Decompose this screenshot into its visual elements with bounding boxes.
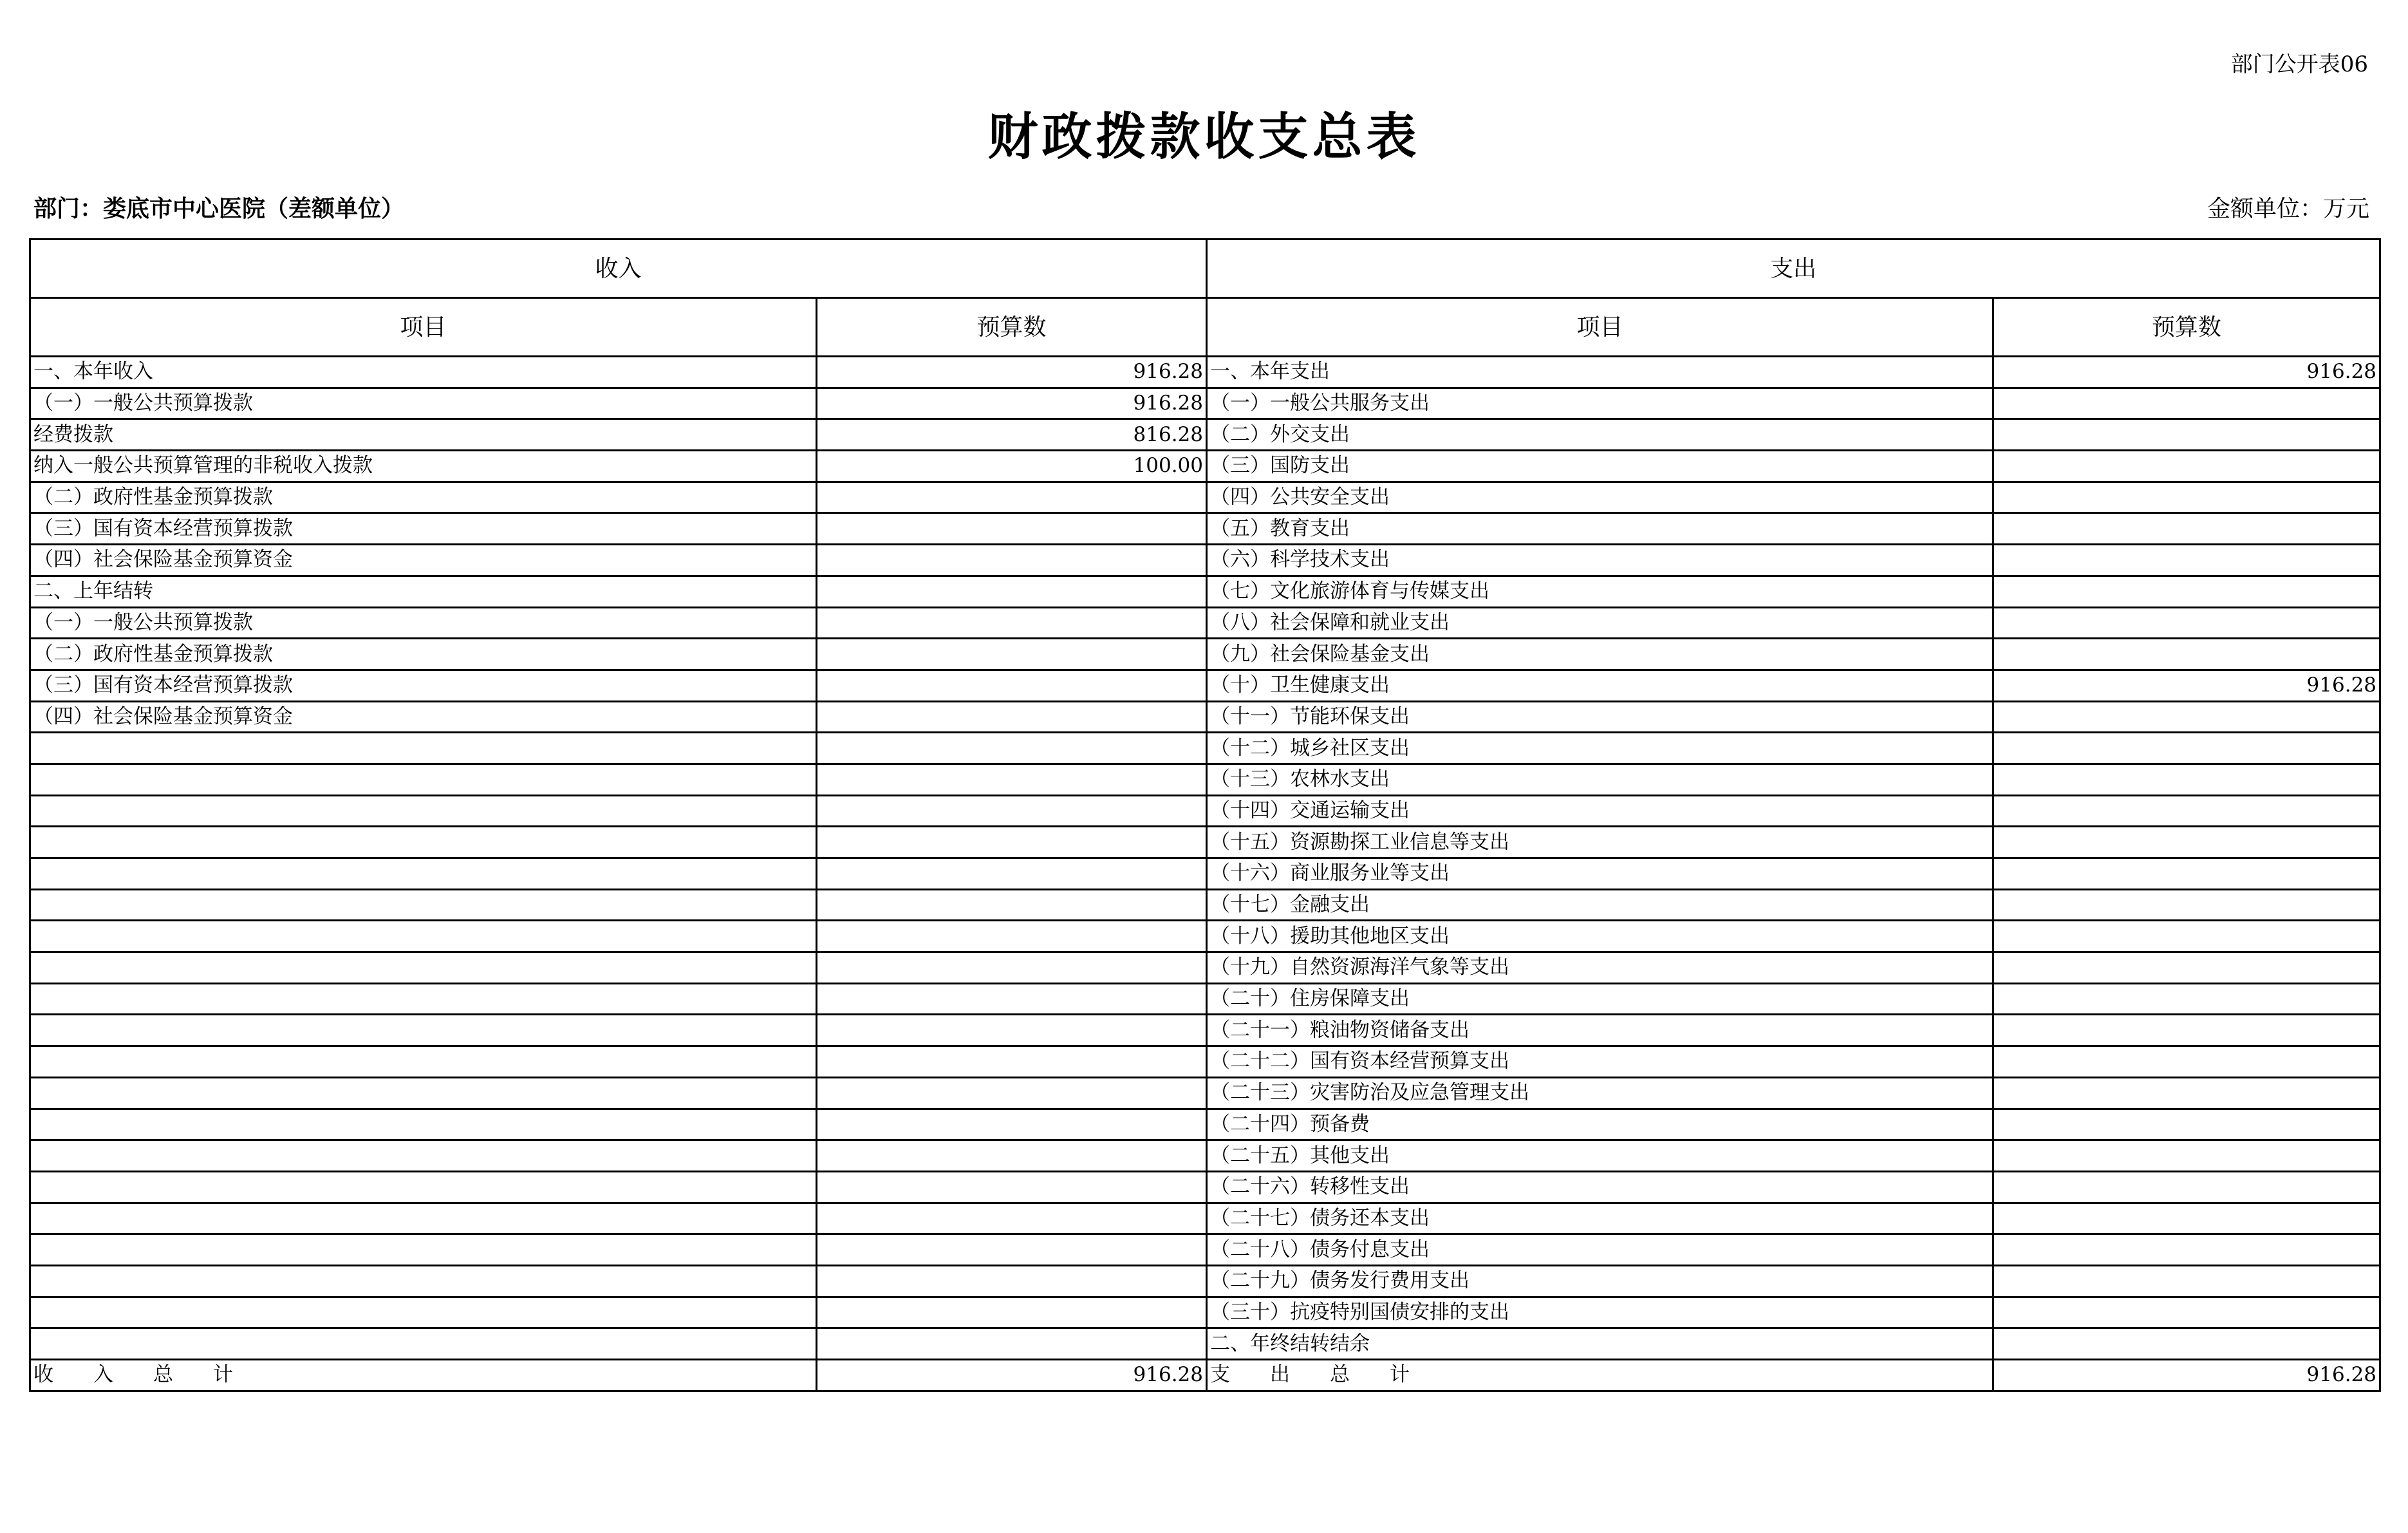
income-budget-cell [817, 482, 1207, 513]
expense-budget-cell [1993, 1203, 2380, 1234]
expense-item-cell: （十五）资源勘探工业信息等支出 [1207, 827, 1993, 858]
expense-item-cell: （四）公共安全支出 [1207, 482, 1993, 513]
table-row [30, 1077, 2380, 1109]
income-budget-cell [817, 1077, 1207, 1109]
income-item-cell [30, 921, 817, 952]
table-row [30, 1297, 2380, 1328]
department-label: 部门：娄底市中心医院（差额单位） [33, 195, 405, 222]
expense-budget-cell [1993, 419, 2380, 451]
income-item-cell [30, 1109, 817, 1140]
table-row [30, 388, 2380, 419]
income-item-cell: 收 入 总 计 [30, 1360, 817, 1391]
table-row [30, 733, 2380, 764]
income-item-cell: （四）社会保险基金预算资金 [30, 701, 817, 733]
income-item-cell [30, 858, 817, 890]
expense-budget-cell [1993, 1328, 2380, 1360]
table-row [30, 858, 2380, 890]
income-budget-cell [817, 670, 1207, 701]
income-header: 收入 [30, 240, 1207, 298]
income-budget-cell [817, 701, 1207, 733]
expense-item-cell: （十）卫生健康支出 [1207, 670, 1993, 701]
income-item-cell [30, 795, 817, 827]
table-row [30, 576, 2380, 607]
income-budget-cell [817, 607, 1207, 639]
income-item-cell: （二）政府性基金预算拨款 [30, 639, 817, 670]
income-budget-cell: 816.28 [817, 419, 1207, 451]
income-budget-cell [817, 1140, 1207, 1172]
expense-item-cell: （七）文化旅游体育与传媒支出 [1207, 576, 1993, 607]
expense-budget-cell [1993, 921, 2380, 952]
income-item-cell [30, 889, 817, 921]
table-row [30, 639, 2380, 670]
expense-header: 支出 [1207, 240, 2380, 298]
income-item-cell: （三）国有资本经营预算拨款 [30, 513, 817, 545]
income-item-cell [30, 1077, 817, 1109]
table-row [30, 921, 2380, 952]
income-budget-cell [817, 1234, 1207, 1266]
expense-item-header: 项目 [1207, 298, 1993, 357]
table-row [30, 513, 2380, 545]
income-item-cell [30, 733, 817, 764]
income-item-cell [30, 1234, 817, 1266]
income-item-cell: 纳入一般公共预算管理的非税收入拨款 [30, 451, 817, 482]
table-row [30, 1140, 2380, 1172]
expense-budget-cell [1993, 451, 2380, 482]
income-budget-cell [817, 764, 1207, 795]
income-budget-cell [817, 639, 1207, 670]
income-budget-cell [817, 827, 1207, 858]
income-budget-cell [817, 983, 1207, 1015]
income-item-cell: 一、本年收入 [30, 357, 817, 388]
income-budget-cell: 916.28 [817, 1360, 1207, 1391]
expense-budget-cell [1993, 1077, 2380, 1109]
expense-item-cell: （二十六）转移性支出 [1207, 1171, 1993, 1203]
income-item-cell: （二）政府性基金预算拨款 [30, 482, 817, 513]
table-row [30, 1109, 2380, 1140]
expense-item-cell: （二十五）其他支出 [1207, 1140, 1993, 1172]
income-item-cell: 经费拨款 [30, 419, 817, 451]
expense-budget-cell [1993, 952, 2380, 984]
table-row [30, 482, 2380, 513]
expense-budget-cell [1993, 482, 2380, 513]
income-budget-header: 预算数 [817, 298, 1207, 357]
table-row [30, 1171, 2380, 1203]
expense-item-cell: （二十七）债务还本支出 [1207, 1203, 1993, 1234]
expense-budget-cell [1993, 513, 2380, 545]
income-item-cell [30, 1297, 817, 1328]
income-budget-cell [817, 1328, 1207, 1360]
income-budget-cell [817, 1109, 1207, 1140]
expense-item-cell: （二十九）债务发行费用支出 [1207, 1265, 1993, 1297]
table-row [30, 983, 2380, 1015]
income-budget-cell [817, 576, 1207, 607]
expense-item-cell: （六）科学技术支出 [1207, 545, 1993, 576]
income-item-cell [30, 1171, 817, 1203]
expense-item-cell: （二十三）灾害防治及应急管理支出 [1207, 1077, 1993, 1109]
table-row [30, 795, 2380, 827]
table-row [30, 357, 2380, 388]
expense-budget-cell: 916.28 [1993, 1360, 2380, 1391]
expense-item-cell: 支 出 总 计 [1207, 1360, 1993, 1391]
table-row [30, 1203, 2380, 1234]
income-item-cell: 二、上年结转 [30, 576, 817, 607]
table-row [30, 889, 2380, 921]
income-budget-cell: 916.28 [817, 388, 1207, 419]
expense-item-cell: （十九）自然资源海洋气象等支出 [1207, 952, 1993, 984]
expense-budget-cell [1993, 701, 2380, 733]
page-title: 财政拨款收支总表 [987, 108, 1421, 166]
expense-item-cell: （三十）抗疫特别国债安排的支出 [1207, 1297, 1993, 1328]
income-budget-cell [817, 952, 1207, 984]
table-row [30, 952, 2380, 984]
table-row [30, 451, 2380, 482]
expense-budget-cell [1993, 827, 2380, 858]
expense-item-cell: （二）外交支出 [1207, 419, 1993, 451]
income-item-cell [30, 1140, 817, 1172]
table-row [30, 764, 2380, 795]
table-row [30, 827, 2380, 858]
income-budget-cell [817, 795, 1207, 827]
income-budget-cell [817, 733, 1207, 764]
amount-unit-label: 金额单位：万元 [2207, 196, 2369, 222]
table-row [30, 1360, 2380, 1391]
expense-budget-cell [1993, 1234, 2380, 1266]
expense-budget-cell [1993, 1046, 2380, 1078]
income-item-cell: （一）一般公共预算拨款 [30, 388, 817, 419]
expense-budget-cell [1993, 1171, 2380, 1203]
income-budget-cell [817, 545, 1207, 576]
income-budget-cell [817, 1015, 1207, 1046]
table-row [30, 1015, 2380, 1046]
expense-budget-cell [1993, 733, 2380, 764]
income-budget-cell [817, 1046, 1207, 1078]
expense-item-cell: （十二）城乡社区支出 [1207, 733, 1993, 764]
income-item-cell [30, 952, 817, 984]
expense-budget-cell [1993, 576, 2380, 607]
expense-item-cell: 一、本年支出 [1207, 357, 1993, 388]
income-item-cell [30, 1328, 817, 1360]
table-row [30, 607, 2380, 639]
income-item-cell: （三）国有资本经营预算拨款 [30, 670, 817, 701]
income-item-header: 项目 [30, 298, 817, 357]
income-budget-cell [817, 921, 1207, 952]
income-budget-cell [817, 1265, 1207, 1297]
table-row [30, 670, 2380, 701]
expense-budget-cell [1993, 1109, 2380, 1140]
expense-item-cell: （十四）交通运输支出 [1207, 795, 1993, 827]
income-budget-cell [817, 1203, 1207, 1234]
income-budget-cell: 916.28 [817, 357, 1207, 388]
expense-budget-cell [1993, 764, 2380, 795]
income-budget-cell [817, 889, 1207, 921]
expense-item-cell: （二十一）粮油物资储备支出 [1207, 1015, 1993, 1046]
expense-budget-cell [1993, 795, 2380, 827]
expense-budget-cell [1993, 607, 2380, 639]
income-item-cell: （四）社会保险基金预算资金 [30, 545, 817, 576]
expense-budget-cell [1993, 388, 2380, 419]
income-item-cell [30, 1265, 817, 1297]
income-item-cell [30, 1203, 817, 1234]
income-budget-cell [817, 1171, 1207, 1203]
income-budget-cell [817, 858, 1207, 890]
expense-budget-cell [1993, 889, 2380, 921]
expense-item-cell: （十一）节能环保支出 [1207, 701, 1993, 733]
table-row [30, 701, 2380, 733]
table-row [30, 545, 2380, 576]
income-item-cell: （一）一般公共预算拨款 [30, 607, 817, 639]
expense-budget-cell [1993, 639, 2380, 670]
table-row [30, 1328, 2380, 1360]
expense-item-cell: （九）社会保险基金支出 [1207, 639, 1993, 670]
expense-budget-cell [1993, 1140, 2380, 1172]
expense-budget-cell [1993, 545, 2380, 576]
expense-budget-cell [1993, 983, 2380, 1015]
expense-item-cell: （一）一般公共服务支出 [1207, 388, 1993, 419]
expense-budget-cell [1993, 858, 2380, 890]
table-row [30, 1234, 2380, 1266]
expense-item-cell: 二、年终结转结余 [1207, 1328, 1993, 1360]
expense-budget-cell: 916.28 [1993, 357, 2380, 388]
fiscal-summary-table [29, 238, 2381, 1392]
income-budget-cell [817, 513, 1207, 545]
expense-budget-cell [1993, 1015, 2380, 1046]
expense-item-cell: （十八）援助其他地区支出 [1207, 921, 1993, 952]
expense-item-cell: （二十二）国有资本经营预算支出 [1207, 1046, 1993, 1078]
expense-item-cell: （二十）住房保障支出 [1207, 983, 1993, 1015]
income-item-cell [30, 1015, 817, 1046]
table-row [30, 1046, 2380, 1078]
income-item-cell [30, 1046, 817, 1078]
income-budget-cell: 100.00 [817, 451, 1207, 482]
income-budget-cell [817, 1297, 1207, 1328]
expense-item-cell: （五）教育支出 [1207, 513, 1993, 545]
expense-item-cell: （十六）商业服务业等支出 [1207, 858, 1993, 890]
expense-budget-cell: 916.28 [1993, 670, 2380, 701]
expense-item-cell: （二十四）预备费 [1207, 1109, 1993, 1140]
table-row [30, 419, 2380, 451]
income-item-cell [30, 764, 817, 795]
expense-budget-cell [1993, 1297, 2380, 1328]
table-row [30, 1265, 2380, 1297]
expense-item-cell: （八）社会保障和就业支出 [1207, 607, 1993, 639]
expense-item-cell: （十七）金融支出 [1207, 889, 1993, 921]
expense-budget-header: 预算数 [1993, 298, 2380, 357]
expense-item-cell: （二十八）债务付息支出 [1207, 1234, 1993, 1266]
document-code: 部门公开表06 [2230, 52, 2368, 77]
income-item-cell [30, 983, 817, 1015]
expense-item-cell: （十三）农林水支出 [1207, 764, 1993, 795]
header-row-sections [30, 240, 2380, 298]
header-row-columns [30, 298, 2380, 357]
expense-budget-cell [1993, 1265, 2380, 1297]
income-item-cell [30, 827, 817, 858]
expense-item-cell: （三）国防支出 [1207, 451, 1993, 482]
